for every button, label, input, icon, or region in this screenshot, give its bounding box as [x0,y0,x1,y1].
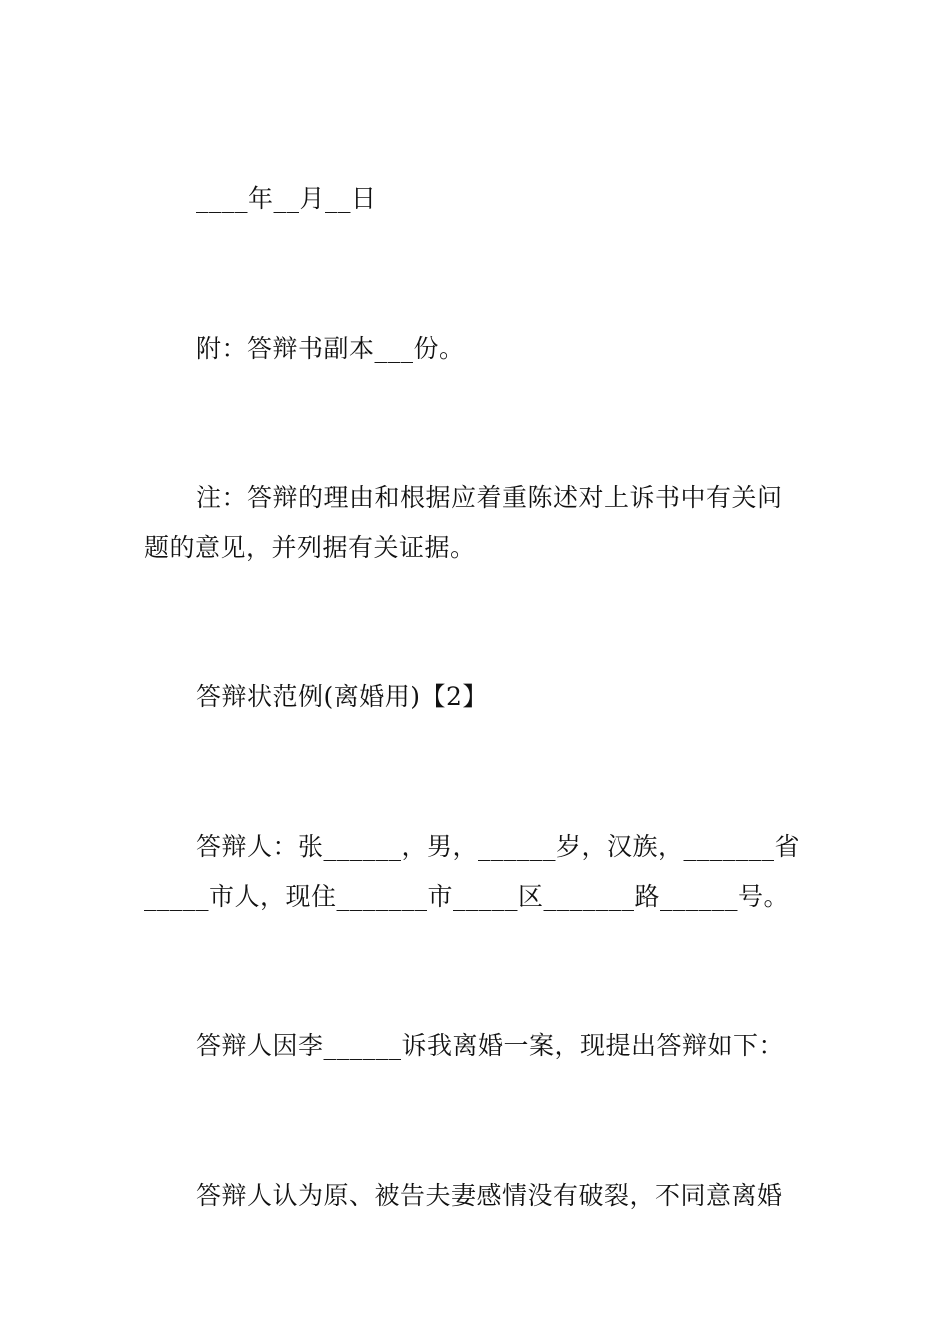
case-statement: 答辩人因李______诉我离婚一案，现提出答辩如下： [196,1031,785,1060]
attachment-line: 附：答辩书副本___份。 [196,334,465,363]
date-line: ____年__月__日 [196,184,377,213]
note-line-1: 注：答辩的理由和根据应着重陈述对上诉书中有关问 [196,483,783,512]
respondent-line-2: _____市人，现住_______市_____区_______路______号。 [144,882,790,911]
argument-start: 答辩人认为原、被告夫妻感情没有破裂，不同意离婚 [196,1181,783,1210]
respondent-line-1: 答辩人：张______，男，______岁，汉族，_______省 [196,832,801,861]
note-line-2: 题的意见，并列据有关证据。 [144,533,476,562]
section-heading: 答辩状范例(离婚用)【2】 [196,682,488,711]
